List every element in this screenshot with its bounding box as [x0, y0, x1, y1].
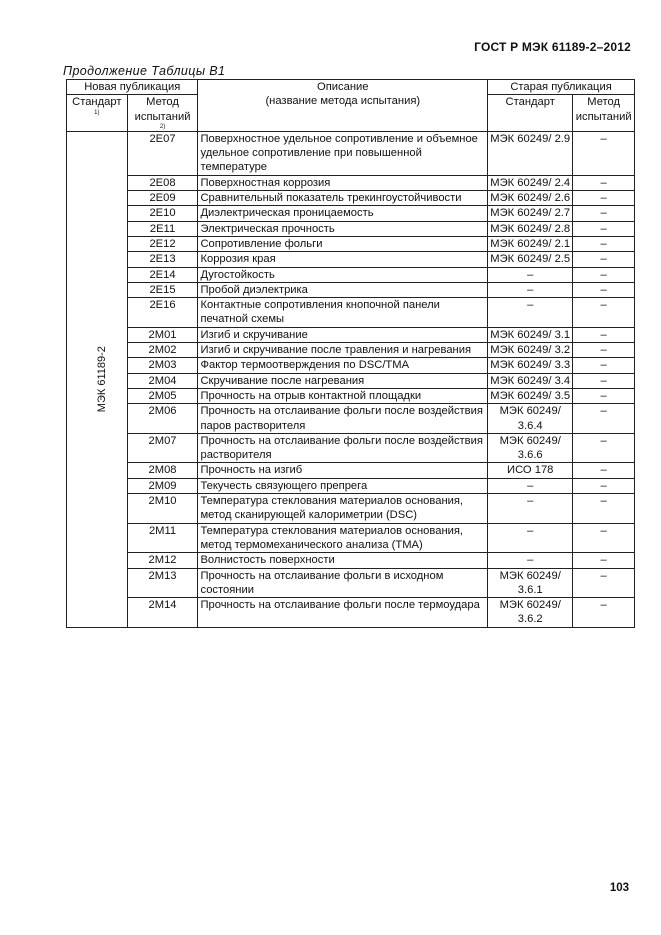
old-method-cell: – [573, 523, 635, 553]
table-row [67, 236, 635, 251]
old-standard-cell: МЭК 60249/ 3.6.1 [488, 568, 573, 598]
description-cell: Поверхностное удельное сопротивление и объемное удельное сопротивление при повышенной температуре [198, 131, 488, 175]
table-row [67, 523, 635, 553]
method-cell: 2E13 [127, 252, 198, 267]
header-new-publication: Новая публикация [67, 80, 198, 95]
old-standard-cell: – [488, 553, 573, 568]
method-cell: 2M03 [127, 358, 198, 373]
table-row [67, 553, 635, 568]
old-method-cell: – [573, 358, 635, 373]
description-cell: Контактные сопротивления кнопочной панели печатной схемы [198, 298, 488, 328]
method-cell: 2M06 [127, 404, 198, 434]
old-method-cell: – [573, 404, 635, 434]
header-old-method: Метод испытаний [573, 95, 635, 132]
old-method-cell: – [573, 282, 635, 297]
description-cell: Температура стеклования материалов основания, метод термомеханического анализа (TMA) [198, 523, 488, 553]
old-method-cell: – [573, 206, 635, 221]
old-method-cell: – [573, 221, 635, 236]
table-row [67, 388, 635, 403]
description-cell: Скручивание после нагревания [198, 373, 488, 388]
method-cell: 2E11 [127, 221, 198, 236]
method-cell: 2M10 [127, 494, 198, 524]
description-cell: Прочность на отрыв контактной площадки [198, 388, 488, 403]
method-cell: 2M12 [127, 553, 198, 568]
description-cell: Температура стеклования материалов основания, метод сканирующей калориметрии (DSC) [198, 494, 488, 524]
header-old-publication: Старая публикация [488, 80, 635, 95]
table-row [67, 206, 635, 221]
old-method-cell: – [573, 494, 635, 524]
description-cell: Изгиб и скручивание [198, 327, 488, 342]
method-cell: 2M11 [127, 523, 198, 553]
table-row [67, 478, 635, 493]
table-caption: Продолжение Таблицы В1 [63, 64, 226, 78]
document-code: ГОСТ Р МЭК 61189-2–2012 [474, 40, 631, 54]
table-row [67, 358, 635, 373]
description-cell: Прочность на отслаивание фольги после термоудара [198, 598, 488, 628]
header-standard [67, 95, 128, 132]
table-row [67, 131, 635, 175]
description-cell: Диэлектрическая проницаемость [198, 206, 488, 221]
table-row [67, 598, 635, 628]
old-method-cell: – [573, 298, 635, 328]
table-header [67, 80, 635, 132]
description-cell: Волнистость поверхности [198, 553, 488, 568]
old-method-cell: – [573, 236, 635, 251]
old-standard-cell: МЭК 60249/ 3.1 [488, 327, 573, 342]
test-methods-table [66, 79, 635, 628]
old-method-cell: – [573, 388, 635, 403]
old-method-cell: – [573, 252, 635, 267]
description-cell: Прочность на изгиб [198, 463, 488, 478]
table-row [67, 404, 635, 434]
method-cell: 2E10 [127, 206, 198, 221]
table-row [67, 252, 635, 267]
method-cell: 2E08 [127, 175, 198, 190]
table-row [67, 221, 635, 236]
old-method-cell: – [573, 433, 635, 463]
old-standard-cell: МЭК 60249/ 3.6.6 [488, 433, 573, 463]
old-method-cell: – [573, 568, 635, 598]
old-standard-cell: МЭК 60249/ 3.6.2 [488, 598, 573, 628]
old-standard-cell: – [488, 267, 573, 282]
description-cell: Фактор термоотверждения по DSC/TMA [198, 358, 488, 373]
old-method-cell: – [573, 191, 635, 206]
old-method-cell: – [573, 373, 635, 388]
header-standard-label: Стандарт [72, 96, 122, 109]
method-cell: 2M08 [127, 463, 198, 478]
method-cell: 2M14 [127, 598, 198, 628]
old-standard-cell: МЭК 60249/ 2.4 [488, 175, 573, 190]
description-cell: Прочность на отслаивание фольги после воздействия растворителя [198, 433, 488, 463]
page-number: 103 [609, 882, 629, 894]
table-row [67, 267, 635, 282]
table-row [67, 568, 635, 598]
header-method-label: Метод испытаний [134, 96, 191, 123]
old-method-cell: – [573, 327, 635, 342]
description-cell: Дугостойкость [198, 267, 488, 282]
old-standard-cell: – [488, 523, 573, 553]
old-standard-cell: ИСО 178 [488, 463, 573, 478]
description-cell: Изгиб и скручивание после травления и нагревания [198, 343, 488, 358]
description-cell: Сравнительный показатель трекингоустойчивости [198, 191, 488, 206]
table-row [67, 463, 635, 478]
method-cell: 2E14 [127, 267, 198, 282]
header-method-note: 2) [159, 123, 166, 130]
table-body [67, 131, 635, 627]
table-row [67, 191, 635, 206]
method-cell: 2E15 [127, 282, 198, 297]
method-cell: 2E07 [127, 131, 198, 175]
old-standard-cell: МЭК 60249/ 2.6 [488, 191, 573, 206]
old-standard-cell: МЭК 60249/ 2.1 [488, 236, 573, 251]
table-row [67, 373, 635, 388]
old-standard-cell: МЭК 60249/ 2.7 [488, 206, 573, 221]
method-cell: 2M02 [127, 343, 198, 358]
method-cell: 2M01 [127, 327, 198, 342]
table-row [67, 494, 635, 524]
old-method-cell: – [573, 598, 635, 628]
header-description [198, 80, 488, 132]
description-cell: Прочность на отслаивание фольги в исходном состоянии [198, 568, 488, 598]
old-method-cell: – [573, 267, 635, 282]
standard-value: МЭК 61189-2 [95, 346, 108, 413]
description-cell: Поверхностная коррозия [198, 175, 488, 190]
old-standard-cell: МЭК 60249/ 3.3 [488, 358, 573, 373]
header-standard-note: 1) [94, 109, 100, 116]
old-standard-cell: – [488, 494, 573, 524]
old-method-cell: – [573, 553, 635, 568]
old-standard-cell: МЭК 60249/ 3.5 [488, 388, 573, 403]
description-cell: Сопротивление фольги [198, 236, 488, 251]
standard-cell [67, 131, 128, 627]
description-cell: Прочность на отслаивание фольги после воздействия паров растворителя [198, 404, 488, 434]
old-standard-cell: – [488, 282, 573, 297]
header-old-standard: Стандарт [488, 95, 573, 132]
description-cell: Текучесть связующего препрега [198, 478, 488, 493]
old-standard-cell: МЭК 60249/ 3.2 [488, 343, 573, 358]
old-standard-cell: – [488, 478, 573, 493]
old-method-cell: – [573, 478, 635, 493]
method-cell: 2M09 [127, 478, 198, 493]
method-cell: 2E09 [127, 191, 198, 206]
description-cell: Пробой диэлектрика [198, 282, 488, 297]
old-method-cell: – [573, 343, 635, 358]
method-cell: 2M04 [127, 373, 198, 388]
old-standard-cell: МЭК 60249/ 2.8 [488, 221, 573, 236]
old-method-cell: – [573, 175, 635, 190]
table-row [67, 298, 635, 328]
method-cell: 2E12 [127, 236, 198, 251]
table-row [67, 327, 635, 342]
method-cell: 2M05 [127, 388, 198, 403]
table-row [67, 175, 635, 190]
old-standard-cell: МЭК 60249/ 3.6.4 [488, 404, 573, 434]
old-standard-cell: МЭК 60249/ 2.9 [488, 131, 573, 175]
old-standard-cell: МЭК 60249/ 2.5 [488, 252, 573, 267]
table-row [67, 343, 635, 358]
header-method [127, 95, 198, 132]
old-standard-cell: – [488, 298, 573, 328]
old-standard-cell: МЭК 60249/ 3.4 [488, 373, 573, 388]
header-description-line1: Описание [317, 81, 369, 93]
table-row [67, 282, 635, 297]
header-description-line2: (название метода испытания) [265, 95, 421, 108]
old-method-cell: – [573, 131, 635, 175]
table-row [67, 433, 635, 463]
description-cell: Коррозия края [198, 252, 488, 267]
description-cell: Электрическая прочность [198, 221, 488, 236]
method-cell: 2E16 [127, 298, 198, 328]
method-cell: 2M07 [127, 433, 198, 463]
method-cell: 2M13 [127, 568, 198, 598]
old-method-cell: – [573, 463, 635, 478]
